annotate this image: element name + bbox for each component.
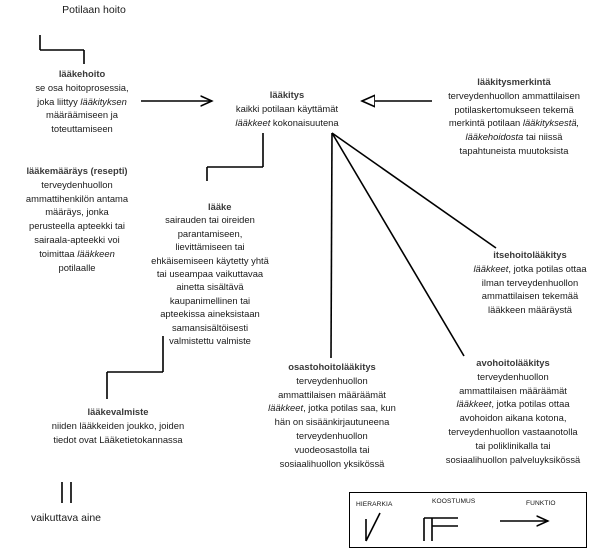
avohoito-node <box>422 356 604 466</box>
laake-line6: ainetta sisältävä <box>176 281 244 293</box>
laake-line10: valmistettu valmiste <box>169 335 251 347</box>
avohoito-line2: ammattilaisen määräämät <box>459 384 567 396</box>
itsehoito-node <box>456 248 604 317</box>
laake-line9: samansisältöisesti <box>171 321 249 333</box>
root-label: Potilaan hoito <box>62 4 126 16</box>
merkinta-line3: merkintä potilaan lääkityksestä, <box>448 117 580 129</box>
valmiste-node <box>20 405 216 446</box>
itsehoito-line1: lääkkeet, jotka potilas ottaa <box>473 262 587 274</box>
valmiste-term: lääkevalmiste <box>87 406 149 417</box>
merkinta-term: lääkitysmerkintä <box>477 76 551 87</box>
avohoito-em: lääkkeet <box>456 398 492 410</box>
laakehoito-node <box>18 67 146 136</box>
osasto-line3: lääkkeet, jotka potilas saa, kun <box>268 402 396 414</box>
laakehoito-line1: se osa hoitoprosessia, <box>35 81 129 93</box>
osasto-line6: vuodeosastolla tai <box>294 443 370 455</box>
merkinta-line5: tapahtuneista muutoksista <box>459 144 569 156</box>
laakehoito-term: lääkehoito <box>58 68 106 79</box>
osasto-line5: terveydenhuollon <box>296 429 368 441</box>
aine-node <box>18 512 114 524</box>
root-node <box>34 4 154 16</box>
laake-term: lääke <box>208 201 232 212</box>
legend-composition-symbol <box>424 518 458 541</box>
laakitys-line1: kaikki potilaan käyttämät <box>235 102 339 114</box>
avohoito-line1: terveydenhuollon <box>477 370 549 382</box>
laakitys-term: lääkitys <box>269 89 305 100</box>
osasto-line2: ammattilaisen määräämät <box>278 388 386 400</box>
merkinta-line4: lääkehoidosta tai niissä <box>465 131 563 143</box>
osasto-em: lääkkeet <box>268 402 304 414</box>
laake-line8: apteekissa aineksistaan <box>160 308 260 320</box>
composition-root-laakehoito <box>40 35 84 64</box>
hierarchy-laakitys-avohoito <box>332 133 464 356</box>
legend-symbols <box>350 493 586 547</box>
maarays-line1: terveydenhuollon <box>41 178 113 190</box>
merkinta-node <box>424 75 604 158</box>
valmiste-line2: tiedot ovat Lääketietokannassa <box>53 433 183 445</box>
laakitys-em: lääkkeet <box>235 116 271 128</box>
legend-funktio-label: FUNKTIO <box>526 500 556 507</box>
maarays-line7: potilaalle <box>58 261 96 273</box>
osasto-line7: sosiaalihuollon yksikössä <box>279 457 385 469</box>
osasto-term: osastohoitolääkitys <box>288 361 376 372</box>
avohoito-term: avohoitolääkitys <box>476 357 550 368</box>
legend-koostumus-label: KOOSTUMUS <box>432 498 476 505</box>
laake-line5: tai useampaa vaikuttavaa <box>156 268 264 280</box>
maarays-line4: perusteella apteekki tai <box>29 220 125 232</box>
avohoito-line5: terveydenhuollon vastaanotolla <box>448 425 578 437</box>
maarays-line3: määräys, jonka <box>45 206 109 218</box>
laakehoito-line3: määräämiseen ja <box>46 109 118 121</box>
laake-line7: kaupanimellinen tai <box>169 294 251 306</box>
laake-line1: sairauden tai oireiden <box>165 214 255 226</box>
legend <box>349 492 587 548</box>
laakehoito-line2: joka liittyy lääkityksen <box>37 95 127 107</box>
laakehoito-em: lääkityksen <box>80 95 127 107</box>
laakitys-node <box>212 88 362 129</box>
merkinta-line2: potilaskertomukseen tekemä <box>454 103 574 115</box>
laake-line4: ehkäisemiseen käytetty yhtä <box>151 254 269 266</box>
merkinta-em1: lääkityksestä, <box>522 117 580 129</box>
avohoito-line4: avohoidon aikana kotona, <box>459 412 567 424</box>
itsehoito-em: lääkkeet <box>473 262 509 274</box>
avohoito-line3: lääkkeet, jotka potilas ottaa <box>456 398 570 410</box>
legend-hierarchy-symbol <box>366 513 380 541</box>
itsehoito-line2: ilman terveydenhuollon <box>481 276 579 288</box>
laakehoito-line4: toteuttamiseen <box>51 123 113 135</box>
aine-label: vaikuttava aine <box>30 512 102 524</box>
maarays-term: lääkemääräys (resepti) <box>26 165 128 176</box>
valmiste-line1: niiden lääkkeiden joukko, joiden <box>51 419 185 431</box>
maarays-line2: ammattihenkilön antama <box>25 192 129 204</box>
avohoito-line6: tai poliklinikalla tai <box>475 439 551 451</box>
laakitys-line2: lääkkeet kokonaisuutena <box>235 116 339 128</box>
merkinta-em2: lääkehoidosta <box>465 131 524 143</box>
legend-hierarkia-label: HIERARKIA <box>356 501 393 508</box>
itsehoito-term: itsehoitolääkitys <box>493 249 567 260</box>
osasto-node <box>244 360 420 470</box>
itsehoito-line4: lääkkeen määräystä <box>488 304 572 316</box>
laake-node <box>136 200 284 347</box>
osasto-line1: terveydenhuollon <box>296 374 368 386</box>
composition-valmiste-aine <box>62 482 71 503</box>
maarays-line5: sairaala-apteekki voi <box>34 233 120 245</box>
composition-laakitys-laake <box>207 133 263 181</box>
laake-line3: lievittämiseen tai <box>175 241 245 253</box>
laake-line2: parantamiseen, <box>177 227 243 239</box>
merkinta-line1: terveydenhuollon ammattilaisen <box>448 89 580 101</box>
maarays-line6: toimittaa lääkkeen <box>39 247 115 259</box>
avohoito-line7: sosiaalihuollon palveluyksikössä <box>445 453 581 465</box>
hierarchy-laakitys-osasto <box>331 133 332 358</box>
osasto-line4: hän on sisäänkirjautuneena <box>274 416 390 428</box>
maarays-node <box>2 164 152 274</box>
itsehoito-line3: ammattilaisen tekemää <box>481 290 579 302</box>
maarays-em: lääkkeen <box>77 247 115 259</box>
